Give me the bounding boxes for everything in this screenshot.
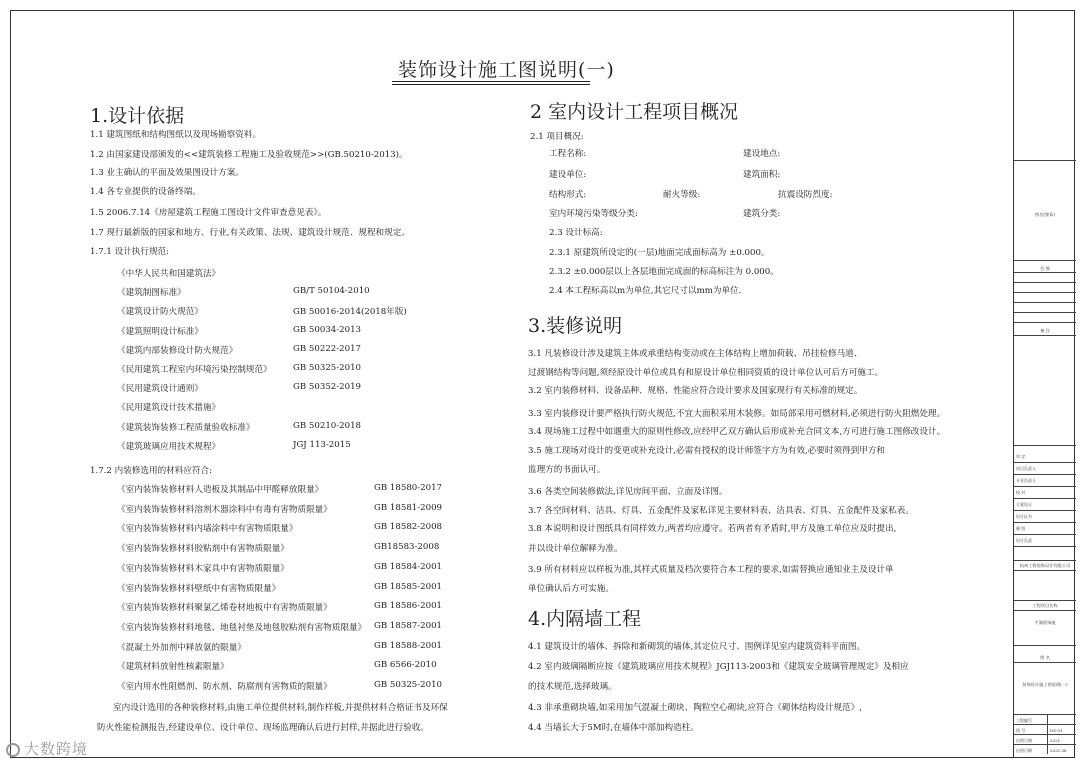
title-underline — [392, 81, 590, 82]
material-standard-code: GB 18587-2001 — [374, 621, 443, 631]
material-standard-name: 《室内用水性阻燃剂、防水剂、防腐剂有害物质的限量》 — [117, 682, 332, 692]
tb-role-label: 方案设计 — [1016, 502, 1032, 507]
material-standard-code: GB 50325-2010 — [374, 680, 443, 690]
tb-role-label: 项目负责人 — [1016, 466, 1036, 471]
code-number: GB 50325-2010 — [293, 363, 362, 373]
material-standard-name: 《室内装饰装修材料壁纸中有害物质限量》 — [117, 584, 281, 594]
code-number: GB/T 50104-2010 — [293, 286, 370, 296]
section-heading-1: 1.设计依据 — [90, 105, 185, 127]
material-standard-name: 《建筑材料放射性核素限量》 — [117, 662, 229, 672]
material-standard-name: 《室内装饰装修材料内墙涂料中有害物质限量》 — [117, 524, 298, 534]
field-location: 建设地点: — [743, 149, 781, 159]
code-name: 《建筑装饰装修工程质量验收标准》 — [117, 423, 255, 433]
partition-note: 4.4 当墙长大于5M时,在墙体中部加构造柱。 — [528, 723, 699, 733]
material-standard-code: GB 18588-2001 — [374, 641, 443, 651]
code-name: 《建筑照明设计标准》 — [117, 327, 203, 337]
material-standard-name: 《室内装饰装修材料聚氯乙烯卷材地板中有害物质限量》 — [117, 603, 332, 613]
basis-line: 1.3 业主确认的平面及效果图设计方案。 — [90, 168, 244, 178]
basis-line: 1.1 建筑图纸和结构图纸以及现场勘察资料。 — [90, 130, 262, 140]
decoration-note: 3.9 所有材料应以样板为准,其样式质量及档次要符合本工程的要求,如需替换应通知业主及设计单 — [528, 565, 894, 575]
code-name: 《民用建筑设计技术措施》 — [117, 403, 221, 413]
tb-project-label: 工程项目名称 — [1032, 603, 1058, 608]
section-2-1: 2.1 项目概况: — [530, 132, 584, 142]
partition-note: 4.3 非承重砌块墙,如采用加气混凝土砌块、陶粒空心砌块,应符合《砌体结构设计规范》, — [528, 703, 862, 713]
code-name: 《建筑内部装修设计防火规范》 — [117, 346, 238, 356]
decoration-note: 监理方的书面认可。 — [528, 465, 606, 475]
code-number: GB 50016-2014(2018年版) — [293, 307, 407, 317]
code-number: GB 50352-2019 — [293, 382, 362, 392]
code-name: 《民用建筑设计通则》 — [117, 384, 203, 394]
watermark-text: 大数跨境 — [24, 740, 89, 758]
decoration-note: 3.4 现场施工过程中如遇重大的原则性修改,应经甲乙双方确认后形成补充合同文本,方可进行施工图修改设计。 — [528, 427, 946, 437]
tb-scale-label: 图 号 — [1016, 728, 1026, 733]
title-underline-2 — [392, 84, 590, 85]
field-project-name: 工程名称: — [549, 149, 587, 159]
tb-role-label: 制 图 — [1016, 526, 1026, 531]
material-standard-name: 《室内装饰装修材料人造板及其制品中甲醛释放限量》 — [117, 485, 324, 495]
tb-stamp-label: 图名(签章) — [1034, 212, 1056, 217]
section-2-4: 2.4 本工程标高以m为单位,其它尺寸以mm为单位. — [549, 286, 742, 296]
code-number: GB 50034-2013 — [293, 325, 362, 335]
watermark — [6, 738, 88, 759]
decoration-note: 3.1 凡装修设计涉及建筑主体或承重结构变动或在主体结构上增加荷载、吊挂检修马道、 — [528, 349, 863, 359]
material-standard-name: 《混凝土外加剂中释放氨的限量》 — [117, 643, 246, 653]
code-name: 《建筑制图标准》 — [117, 288, 186, 298]
tb-role-label: 校 对 — [1016, 490, 1026, 495]
tb-role-label: 审 定 — [1016, 454, 1026, 459]
decoration-note: 3.8 本说明和设计图纸具有同样效力,两者均应遵守。若两者有矛盾时,甲方及施工单位应及时提出, — [528, 524, 897, 534]
field-fire: 耐火等级: — [663, 190, 701, 200]
tail-line-2: 防火性能检测报告,经建设单位、设计单位、现场监理确认后进行封样,并据此进行验收。 — [97, 723, 430, 733]
tb-remarks-label: 备 注 — [1040, 328, 1050, 333]
tail-line-1: 室内设计选用的各种装修材料,由施工单位提供材料,制作样板,并提供材料合格证书及环保 — [113, 703, 448, 713]
decoration-note: 3.3 室内装修设计要严格执行防火规范,不宜大面积采用木装修。如局部采用可燃材料,必须进行防火阻燃处理。 — [528, 409, 946, 419]
code-number: JGJ 113-2015 — [293, 440, 351, 450]
tb-date-label: 出图日期 — [1016, 738, 1032, 743]
decoration-note: 3.5 施工现场对设计的变更或补充设计,必需有授权的设计师签字方为有效,必要时须得到甲方和 — [528, 446, 886, 456]
field-area: 建筑面积: — [743, 170, 781, 180]
tb-drawing-name: 装饰设计施工图说明(一) — [1022, 682, 1068, 687]
decoration-note: 单位确认后方可实施。 — [528, 584, 614, 594]
code-name: 《民用建筑工程室内环境污染控制规范》 — [117, 365, 272, 375]
decoration-note: 过渡钢结构等问题,须经原设计单位或具有和原设计单位相同资质的设计单位认可后方可施工。 — [528, 368, 884, 378]
tb-drawing-label: 图 名 — [1040, 655, 1050, 660]
field-env: 室内环境污染等级分类: — [549, 209, 638, 219]
tb-company: 杭州工程装饰设计有限公司 — [1019, 563, 1071, 568]
code-name: 《建筑玻璃应用技术规程》 — [117, 442, 221, 452]
page-title: 装饰设计施工图说明(一) — [398, 59, 615, 81]
tb-scale-val: DS-01 — [1050, 728, 1063, 733]
decoration-note: 3.2 室内装修材料、设备品种、规格、性能应符合设计要求及国家现行有关标准的规定。 — [528, 386, 863, 396]
material-standard-code: GB 6566-2010 — [374, 660, 437, 670]
code-number: GB 50210-2018 — [293, 421, 362, 431]
partition-note: 4.1 建筑设计的墙体、拆除和新砌筑的墙体,其定位尺寸、围例详见室内建筑资料平面图。 — [528, 642, 866, 652]
code-name: 《中华人民共和国建筑法》 — [117, 269, 221, 279]
section-heading-3: 3.装修说明 — [528, 315, 623, 337]
material-standard-code: GB 18586-2001 — [374, 601, 443, 611]
tb-date-val: 2021 — [1050, 738, 1061, 743]
basis-line: 1.7.1 设计执行规范: — [90, 247, 170, 257]
material-standard-code: GB 18584-2001 — [374, 562, 443, 572]
material-standard-name: 《室内装饰装修材料溶剂木器涂料中有毒有害物质限量》 — [117, 505, 332, 515]
tb-countersign-label: 会 签 — [1040, 266, 1050, 271]
tb-ver-val: 2021.06 — [1050, 748, 1067, 753]
decoration-note: 并以设计单位解释为准。 — [528, 544, 623, 554]
tb-project-name: 平湖装饰施 — [1034, 620, 1056, 625]
field-seismic: 抗震设防烈度: — [778, 190, 833, 200]
decoration-note: 3.7 各空间材料、洁具、灯具、五金配件及家私详见主要材料表、洁具表、灯具、五金配件及家私表。 — [528, 506, 914, 516]
tb-role-label: 设计负责 — [1016, 538, 1032, 543]
material-standard-code: GB 18580-2017 — [374, 483, 443, 493]
code-name: 《建筑设计防火规范》 — [117, 307, 203, 317]
material-standard-code: GB 18585-2001 — [374, 582, 443, 592]
basis-line: 1.2 由国家建设部颁发的<<建筑装修工程施工及验收规范>>(GB.50210-2013)。 — [90, 150, 408, 160]
decoration-note: 3.6 各类空间装修做法,详见房间平面、立面及详图。 — [528, 487, 728, 497]
material-standard-name: 《室内装饰装修材料地毯、地毯衬垫及地毯胶粘剂有害物质限量》 — [117, 623, 367, 633]
basis-line: 1.5 2006.7.14《房屋建筑工程施工图设计文件审查意见表》。 — [90, 208, 327, 218]
section-heading-4: 4.内隔墙工程 — [528, 608, 642, 630]
title-block — [1013, 10, 1076, 758]
partition-note: 4.2 室内玻璃隔断应按《建筑玻璃应用技术规程》JGJ113-2003和《建筑安全玻璃管理规定》及相应 — [528, 662, 909, 672]
material-standard-code: GB18583-2008 — [374, 542, 440, 552]
material-standard-name: 《室内装饰装修材料胶粘剂中有害物质限量》 — [117, 544, 289, 554]
basis-line: 1.7 现行最新版的国家和地方、行业,有关政策、法规、建筑设计规范、规程和规定。 — [90, 228, 410, 238]
watermark-logo-icon — [6, 743, 20, 757]
material-standard-code: GB 18582-2008 — [374, 522, 443, 532]
tb-role-label: 设计证书 — [1016, 514, 1032, 519]
field-structure: 结构形式: — [549, 190, 587, 200]
section-2-3-1: 2.3.1 原建筑所设定的(一层)地面完成面标高为 ±0.000。 — [549, 248, 770, 258]
section-2-3: 2.3 设计标高: — [549, 228, 603, 238]
material-standard-code: GB 18581-2009 — [374, 503, 443, 513]
section-heading-2: 2 室内设计工程项目概况 — [530, 101, 739, 123]
tb-ver-label: 出图日期 — [1016, 748, 1032, 753]
material-standard-name: 《室内装饰装修材料木家具中有害物质限量》 — [117, 564, 289, 574]
code-number: GB 50222-2017 — [293, 344, 362, 354]
field-builder: 建设单位: — [549, 170, 587, 180]
tb-no-label: 工程编号 — [1016, 718, 1032, 723]
partition-note: 的技术规范,选择玻璃。 — [528, 682, 617, 692]
field-category: 建筑分类: — [743, 209, 781, 219]
section-2-3-2: 2.3.2 ±0.000层以上各层地面完成面的标高标注为 0.000。 — [549, 267, 779, 277]
basis-line: 1.4 各专业提供的设备终端。 — [90, 187, 201, 197]
tb-role-label: 专业负责人 — [1016, 478, 1036, 483]
section-1-7-2: 1.7.2 内装修选用的材料应符合: — [90, 466, 213, 476]
